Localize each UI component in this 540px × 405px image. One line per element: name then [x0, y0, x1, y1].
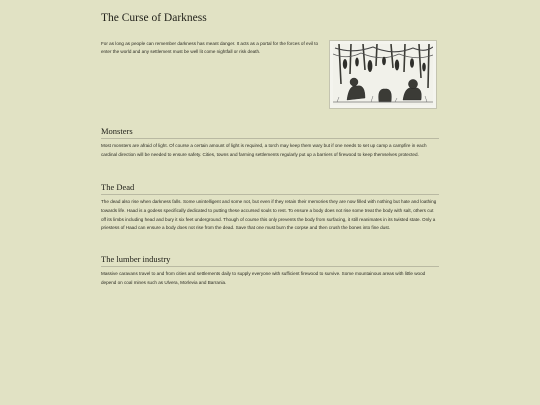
intro-block [101, 40, 439, 55]
intro-text: For as long as people can remember darkness has meant danger. It acts as a portal for the forces of evil to enter the world and any settlement must be well lit come nightfall or risk death. [101, 41, 319, 54]
section-lumber-industry [101, 254, 439, 288]
forest-creatures-illustration [329, 40, 437, 109]
illustration-drawing [333, 44, 433, 105]
section-heading-monsters: Monsters [101, 126, 439, 139]
section-heading-the-dead: The Dead [101, 182, 439, 195]
section-the-dead [101, 182, 439, 233]
section-body-the-dead: The dead also rise when darkness falls. Some unintelligent and some not, but even if they retain their memories they are now filled with nothing but hate and loathing towards life. Haad is a godess specifically dedicated to putting these accursed souls to rest. To ensure a body does not rise some treat the body with salt, others cut off its limbs including head and bury it six feet underground. Though of course this only prevents the body from surfacing, it still reanimates in its twisted state. Only a priestess of Haad can ensure a body does not rise from the dead. Save that one must burn the corpse and then crush the bones into fine dust. [101, 199, 437, 231]
section-heading-lumber-industry: The lumber industry [101, 254, 439, 267]
page-title: The Curse of Darkness [101, 12, 207, 24]
section-body-lumber-industry: Massive caravans travel to and from cities and settlements daily to supply everyone with sufficient firewood to survive. Some mountainous areas with little wood depend on coal mines such as Ulvera, Morlevia and Barrania. [101, 271, 426, 285]
section-monsters [101, 126, 439, 160]
section-body-monsters: Most monsters are afraid of light. Of course a certain amount of light is required, a torch may keep them wary but if one needs to set up camp a campfire in each cardinal direction will be needed to ensure safety. Cities, towns and farming settlements regularly put up a barriers of firewood to keep themselves protected. [101, 143, 427, 157]
